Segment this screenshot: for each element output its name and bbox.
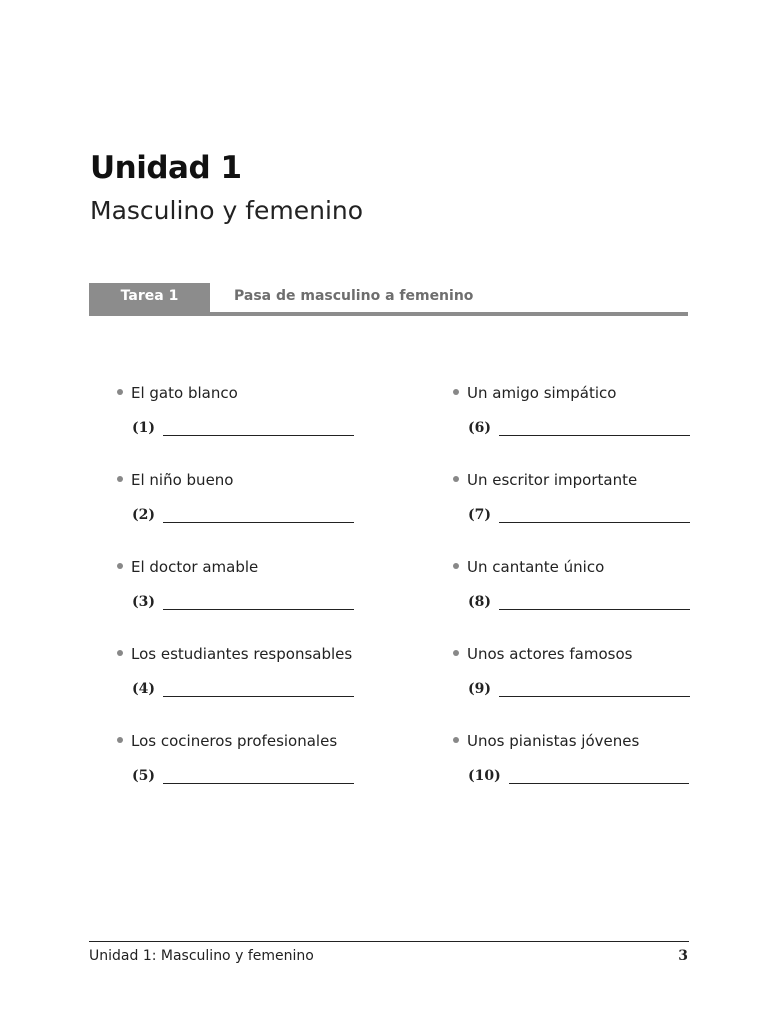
exercise-number: (8) xyxy=(468,594,491,610)
bullet-icon xyxy=(453,389,459,395)
answer-blank-4[interactable] xyxy=(163,680,354,697)
answer-blank-2[interactable] xyxy=(163,506,354,523)
exercise-number: (3) xyxy=(132,594,155,610)
exercise-item-3 xyxy=(117,558,357,618)
answer-blank-5[interactable] xyxy=(163,767,354,784)
exercise-item-6 xyxy=(453,384,693,444)
exercise-prompt: Unos pianistas jóvenes xyxy=(467,732,640,750)
exercise-prompt: Los cocineros profesionales xyxy=(131,732,338,750)
exercise-item-1 xyxy=(117,384,357,444)
bullet-icon xyxy=(453,650,459,656)
exercise-number: (5) xyxy=(132,768,155,784)
exercise-number: (7) xyxy=(468,507,491,523)
answer-blank-1[interactable] xyxy=(163,419,354,436)
exercise-item-8 xyxy=(453,558,693,618)
exercise-number: (1) xyxy=(132,420,155,436)
bullet-icon xyxy=(117,737,123,743)
task-divider xyxy=(89,312,688,316)
bullet-icon xyxy=(453,476,459,482)
bullet-icon xyxy=(117,476,123,482)
exercise-number: (9) xyxy=(468,681,491,697)
bullet-icon xyxy=(117,650,123,656)
task-header xyxy=(89,283,688,316)
exercise-number: (10) xyxy=(468,768,501,784)
exercise-item-4 xyxy=(117,645,357,705)
exercise-item-7 xyxy=(453,471,693,531)
answer-blank-10[interactable] xyxy=(509,767,689,784)
exercise-prompt: El gato blanco xyxy=(131,384,238,402)
exercise-item-9 xyxy=(453,645,693,705)
bullet-icon xyxy=(453,563,459,569)
answer-blank-8[interactable] xyxy=(499,593,690,610)
task-description: Pasa de masculino a femenino xyxy=(234,288,474,304)
exercise-item-2 xyxy=(117,471,357,531)
exercise-prompt: Un cantante único xyxy=(467,558,605,576)
exercise-item-5 xyxy=(117,732,357,792)
exercise-number: (2) xyxy=(132,507,155,523)
exercise-prompt: Unos actores famosos xyxy=(467,645,633,663)
exercise-prompt: Un amigo simpático xyxy=(467,384,617,402)
page-number: 3 xyxy=(678,948,688,964)
bullet-icon xyxy=(117,389,123,395)
exercise-prompt: Un escritor importante xyxy=(467,471,638,489)
bullet-icon xyxy=(117,563,123,569)
bullet-icon xyxy=(453,737,459,743)
answer-blank-9[interactable] xyxy=(499,680,690,697)
footer-divider xyxy=(89,941,689,942)
exercise-number: (6) xyxy=(468,420,491,436)
answer-blank-7[interactable] xyxy=(499,506,690,523)
footer-running-title: Unidad 1: Masculino y femenino xyxy=(89,948,314,964)
answer-blank-6[interactable] xyxy=(499,419,690,436)
task-label: Tarea 1 xyxy=(89,283,210,313)
answer-blank-3[interactable] xyxy=(163,593,354,610)
exercise-prompt: El niño bueno xyxy=(131,471,234,489)
unit-title: Unidad 1 xyxy=(90,150,242,186)
exercise-prompt: El doctor amable xyxy=(131,558,259,576)
unit-subtitle: Masculino y femenino xyxy=(90,196,364,225)
exercise-item-10 xyxy=(453,732,693,792)
exercise-prompt: Los estudiantes responsables xyxy=(131,645,353,663)
exercise-number: (4) xyxy=(132,681,155,697)
